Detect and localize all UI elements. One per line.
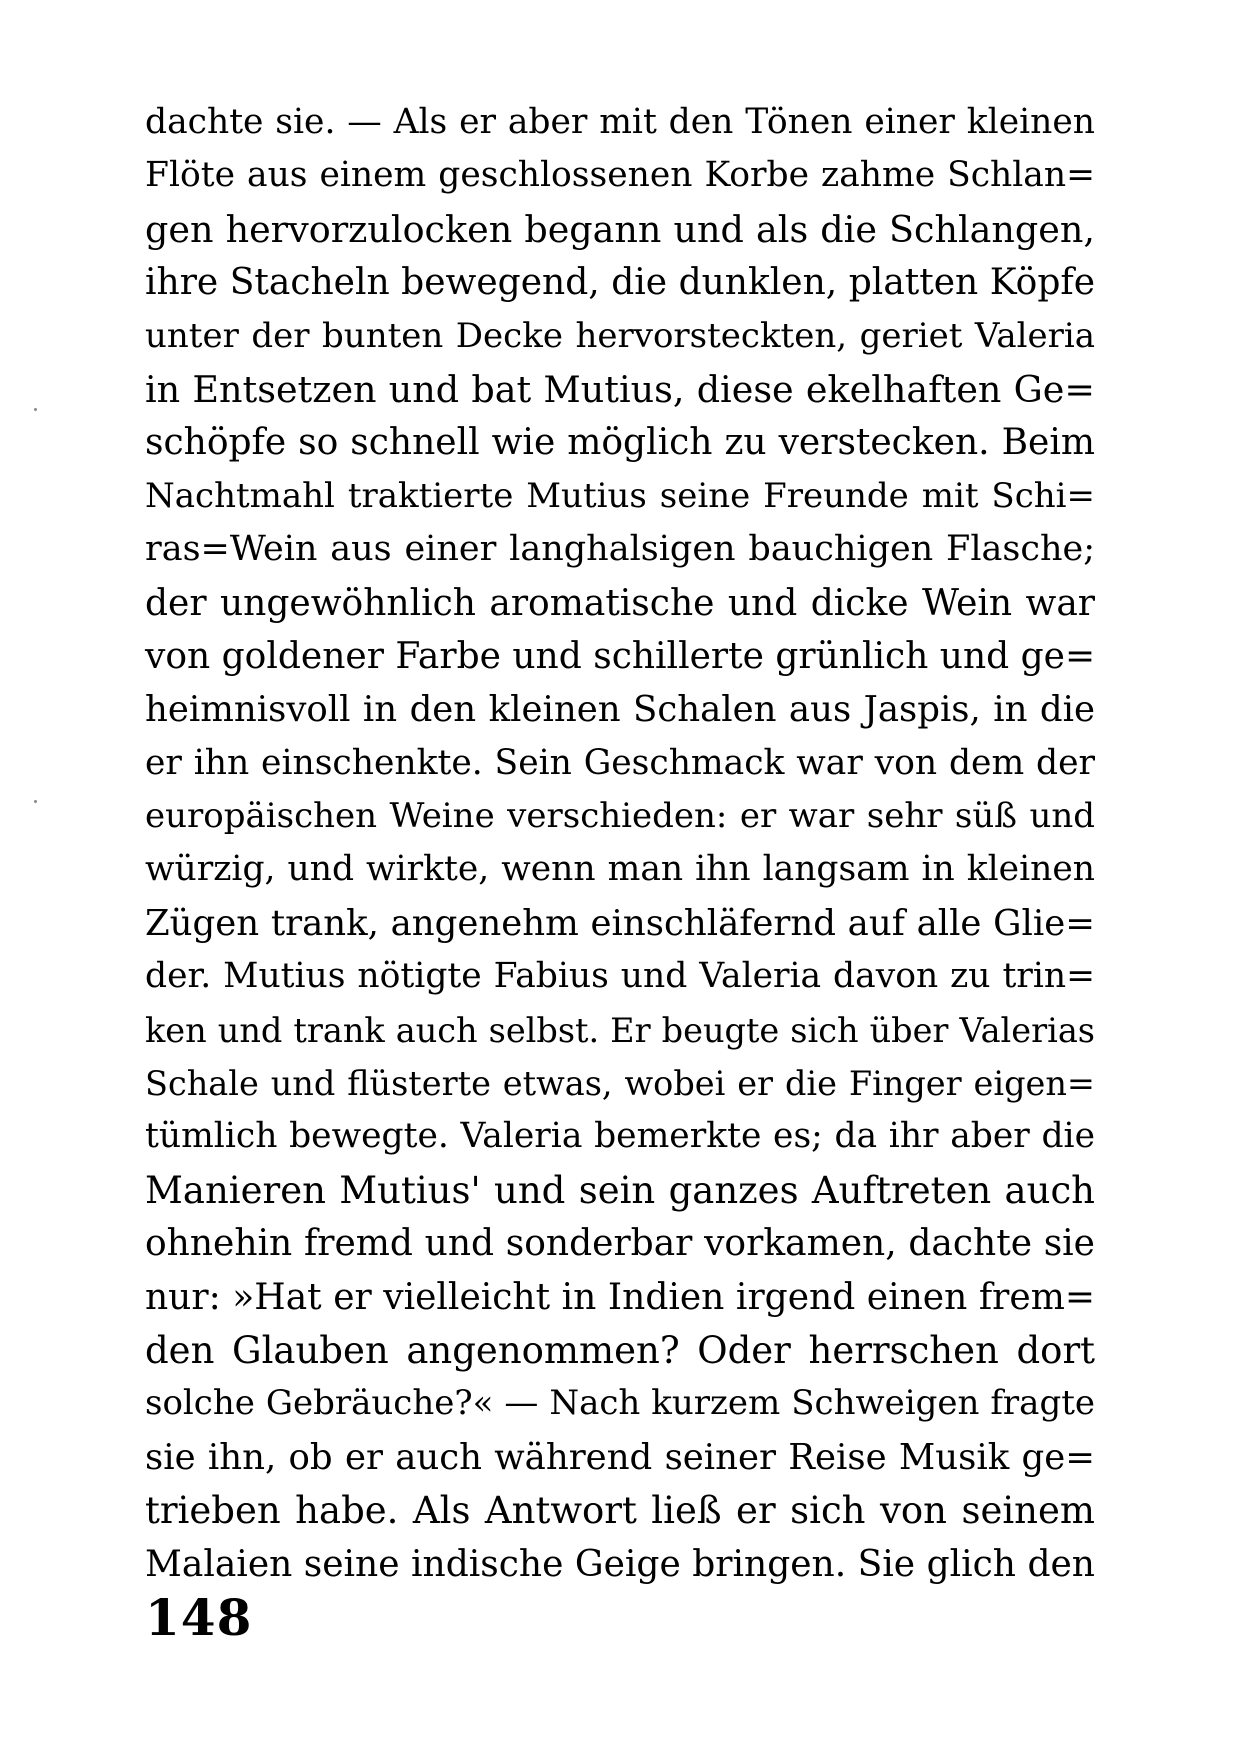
text-line: europäischen Weine verschieden: er war sehr süß und xyxy=(145,796,1095,837)
text-line: den Glauben angenommen? Oder herrschen dort xyxy=(145,1328,1095,1372)
text-line: Schale und flüsterte etwas, wobei er die Finger eigen= xyxy=(145,1064,1095,1104)
text-line: schöpfe so schnell wie möglich zu verstecken. Beim xyxy=(145,422,1095,464)
text-line: der ungewöhnlich aromatische und dicke Wein war xyxy=(145,582,1095,624)
margin-mark-dot xyxy=(34,800,37,803)
text-line: gen hervorzulocken begann und als die Schlangen, xyxy=(145,207,1095,251)
body-text xyxy=(145,96,1095,1591)
text-line: sie ihn, ob er auch während seiner Reise Musik ge= xyxy=(145,1436,1095,1478)
text-line: Nachtmahl traktierte Mutius seine Freunde mit Schi= xyxy=(145,475,1095,516)
text-line: in Entsetzen und bat Mutius, diese ekelhaften Ge= xyxy=(145,367,1095,411)
text-line: ken und trank auch selbst. Er beugte sich über Valerias xyxy=(145,1010,1095,1050)
text-line: nur: »Hat er vielleicht in Indien irgend einen frem= xyxy=(145,1276,1095,1318)
text-line: trieben habe. Als Antwort ließ er sich von seinem xyxy=(145,1489,1095,1533)
text-line: würzig, und wirkte, wenn man ihn langsam in kleinen xyxy=(145,849,1095,890)
margin-mark-dot xyxy=(34,408,37,411)
text-line: unter der bunten Decke hervorsteckten, geriet Valeria xyxy=(145,315,1095,356)
text-line: Flöte aus einem geschlossenen Korbe zahme Schlan= xyxy=(145,155,1095,196)
text-line: heimnisvoll in den kleinen Schalen aus Jaspis, in die xyxy=(145,689,1095,731)
text-line: er ihn einschenkte. Sein Geschmack war von dem der xyxy=(145,742,1095,783)
text-line: solche Gebräuche?« — Nach kurzem Schweigen fragte xyxy=(145,1383,1095,1424)
text-line: Manieren Mutius' und sein ganzes Auftreten auch xyxy=(145,1168,1095,1212)
text-line: der. Mutius nötigte Fabius und Valeria davon zu trin= xyxy=(145,956,1095,997)
text-line: von goldener Farbe und schillerte grünlich und ge= xyxy=(145,635,1096,677)
text-line: Zügen trank, angenehm einschläfernd auf alle Glie= xyxy=(145,902,1095,944)
text-line: ras=Wein aus einer langhalsigen bauchigen Flasche; xyxy=(145,529,1095,570)
text-line: Malaien seine indische Geige bringen. Sie glich den xyxy=(145,1543,1095,1585)
text-line: dachte sie. — Als er aber mit den Tönen einer kleinen xyxy=(145,102,1095,142)
text-line: ohnehin fremd und sonderbar vorkamen, dachte sie xyxy=(145,1223,1095,1265)
text-line: ihre Stacheln bewegend, die dunklen, platten Köpfe xyxy=(145,262,1095,304)
page-number: 148 xyxy=(145,1588,253,1647)
text-line: tümlich bewegte. Valeria bemerkte es; da ihr aber die xyxy=(145,1116,1095,1157)
